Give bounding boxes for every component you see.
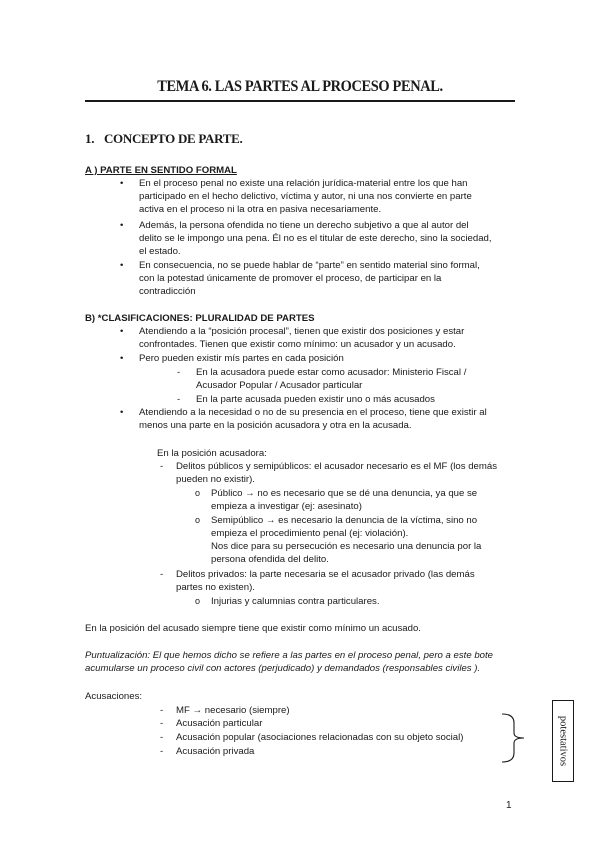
section-title: CONCEPTO DE PARTE. <box>103 131 243 146</box>
potestativos-box <box>552 700 574 782</box>
text-line: Público → no es necesario que se dé una denuncia, ya que se <box>211 488 478 499</box>
text-line: Además, la persona ofendida no tiene un derecho subjetivo a que al autor del <box>139 220 469 231</box>
text-line: Atendiendo a la necesidad o no de su presencia en el proceso, tiene que existir al <box>139 407 487 418</box>
text-line: persona ofendida del delito. <box>211 554 329 565</box>
text-line: participado en el hecho delictivo, víctima y autor, ni una nos convierte en parte <box>139 191 472 202</box>
list-item: MF → necesario (siempre) <box>176 705 290 716</box>
page-title: TEMA 6. LAS PARTES AL PROCESO PENAL. <box>157 78 443 95</box>
text-line: Delitos privados: la parte necesaria se el acusador privado (las demás <box>176 569 475 580</box>
circle-marker: o <box>195 488 201 498</box>
text-line: Atendiendo a la “posición procesal”, tienen que existir dos posiciones y estar <box>139 326 465 337</box>
text-line: Delitos públicos y semipúblicos: el acusador necesario es el MF (los demás <box>176 461 497 472</box>
note-line: Puntualización: El que hemos dicho se refiere a las partes en el proceso penal, pero a este bote <box>85 650 493 661</box>
title-underline <box>85 100 515 102</box>
text-line: confrontades. Tienen que existir como mínimo: un acusador y un acusado. <box>139 339 456 350</box>
bullet-marker: • <box>120 260 124 271</box>
dash-marker: - <box>177 367 181 378</box>
text-line: el estado. <box>139 246 181 257</box>
text-line: Injurias y calumnias contra particulares. <box>211 596 380 607</box>
bullet-marker: • <box>120 353 124 364</box>
dash-marker: - <box>160 718 164 729</box>
dash-marker: - <box>177 394 181 405</box>
list-item: Acusación popular (asociaciones relacionadas con su objeto social) <box>176 732 464 743</box>
circle-marker: o <box>195 515 201 525</box>
dash-marker: - <box>160 461 164 472</box>
text-line: contradicción <box>139 286 196 297</box>
list-item: Acusación particular <box>176 718 263 729</box>
bullet-marker: • <box>120 220 124 231</box>
section-heading <box>85 131 242 147</box>
bullet-marker: • <box>120 326 124 337</box>
subheading-a: A ) PARTE EN SENTIDO FORMAL <box>85 165 237 176</box>
section-number: 1. <box>85 131 95 146</box>
text-line: En la parte acusada pueden existir uno o más acusados <box>196 394 435 405</box>
right-brace-icon <box>500 713 530 763</box>
text-line: Nos dice para su persecución es necesario una denuncia por la <box>211 541 482 552</box>
text-line: En la posición del acusado siempre tiene que existir como mínimo un acusado. <box>85 623 421 634</box>
circle-marker: o <box>195 596 201 606</box>
dash-marker: - <box>160 705 164 716</box>
text-line: activa en el proceso ni la otra en pasiva necesariamente. <box>139 204 382 215</box>
text-line: delito se le impongo una pena. Él no es el titular de este derecho, sino la sociedad, <box>139 233 492 244</box>
page-number: 1 <box>506 800 512 811</box>
text-line: empieza el procedimiento penal (ej: violación). <box>211 528 409 539</box>
dash-marker: - <box>160 732 164 743</box>
text-line: Pero pueden existir mís partes en cada posición <box>139 353 344 364</box>
potestativos-label: potestativos <box>557 715 569 767</box>
text-line: En consecuencia, no se puede hablar de “parte” en sentido material sino formal, <box>139 260 480 271</box>
bullet-marker: • <box>120 407 124 418</box>
dash-marker: - <box>160 569 164 580</box>
text-line: partes no existen). <box>176 582 255 593</box>
text-line: Acusador Popular / Acusador particular <box>196 380 363 391</box>
acusaciones-label: Acusaciones: <box>85 691 143 702</box>
list-item: Acusación privada <box>176 746 255 757</box>
text-line: pueden no existir). <box>176 474 255 485</box>
text-line: empieza a investigar (ej: asesinato) <box>211 501 362 512</box>
dash-marker: - <box>160 746 164 757</box>
text-line: Semipúblico → es necesario la denuncia de la víctima, sino no <box>211 515 478 526</box>
text-line: con la potestad únicamente de promover el proceso, de participar en la <box>139 273 442 284</box>
subheading-b: B) *CLASIFICACIONES: PLURALIDAD DE PARTES <box>85 313 315 324</box>
text-line: En la acusadora puede estar como acusador: Ministerio Fiscal / <box>196 367 467 378</box>
text-line: En el proceso penal no existe una relación jurídica-material entre los que han <box>139 178 468 189</box>
bullet-marker: • <box>120 178 124 189</box>
note-line: acumularse un proceso civil con actores (perjudicado) y demandados (responsables civiles ). <box>85 663 481 674</box>
text-line: menos una parte en la posición acusadora y otra en la acusada. <box>139 420 412 431</box>
text-line: En la posición acusadora: <box>157 448 267 459</box>
